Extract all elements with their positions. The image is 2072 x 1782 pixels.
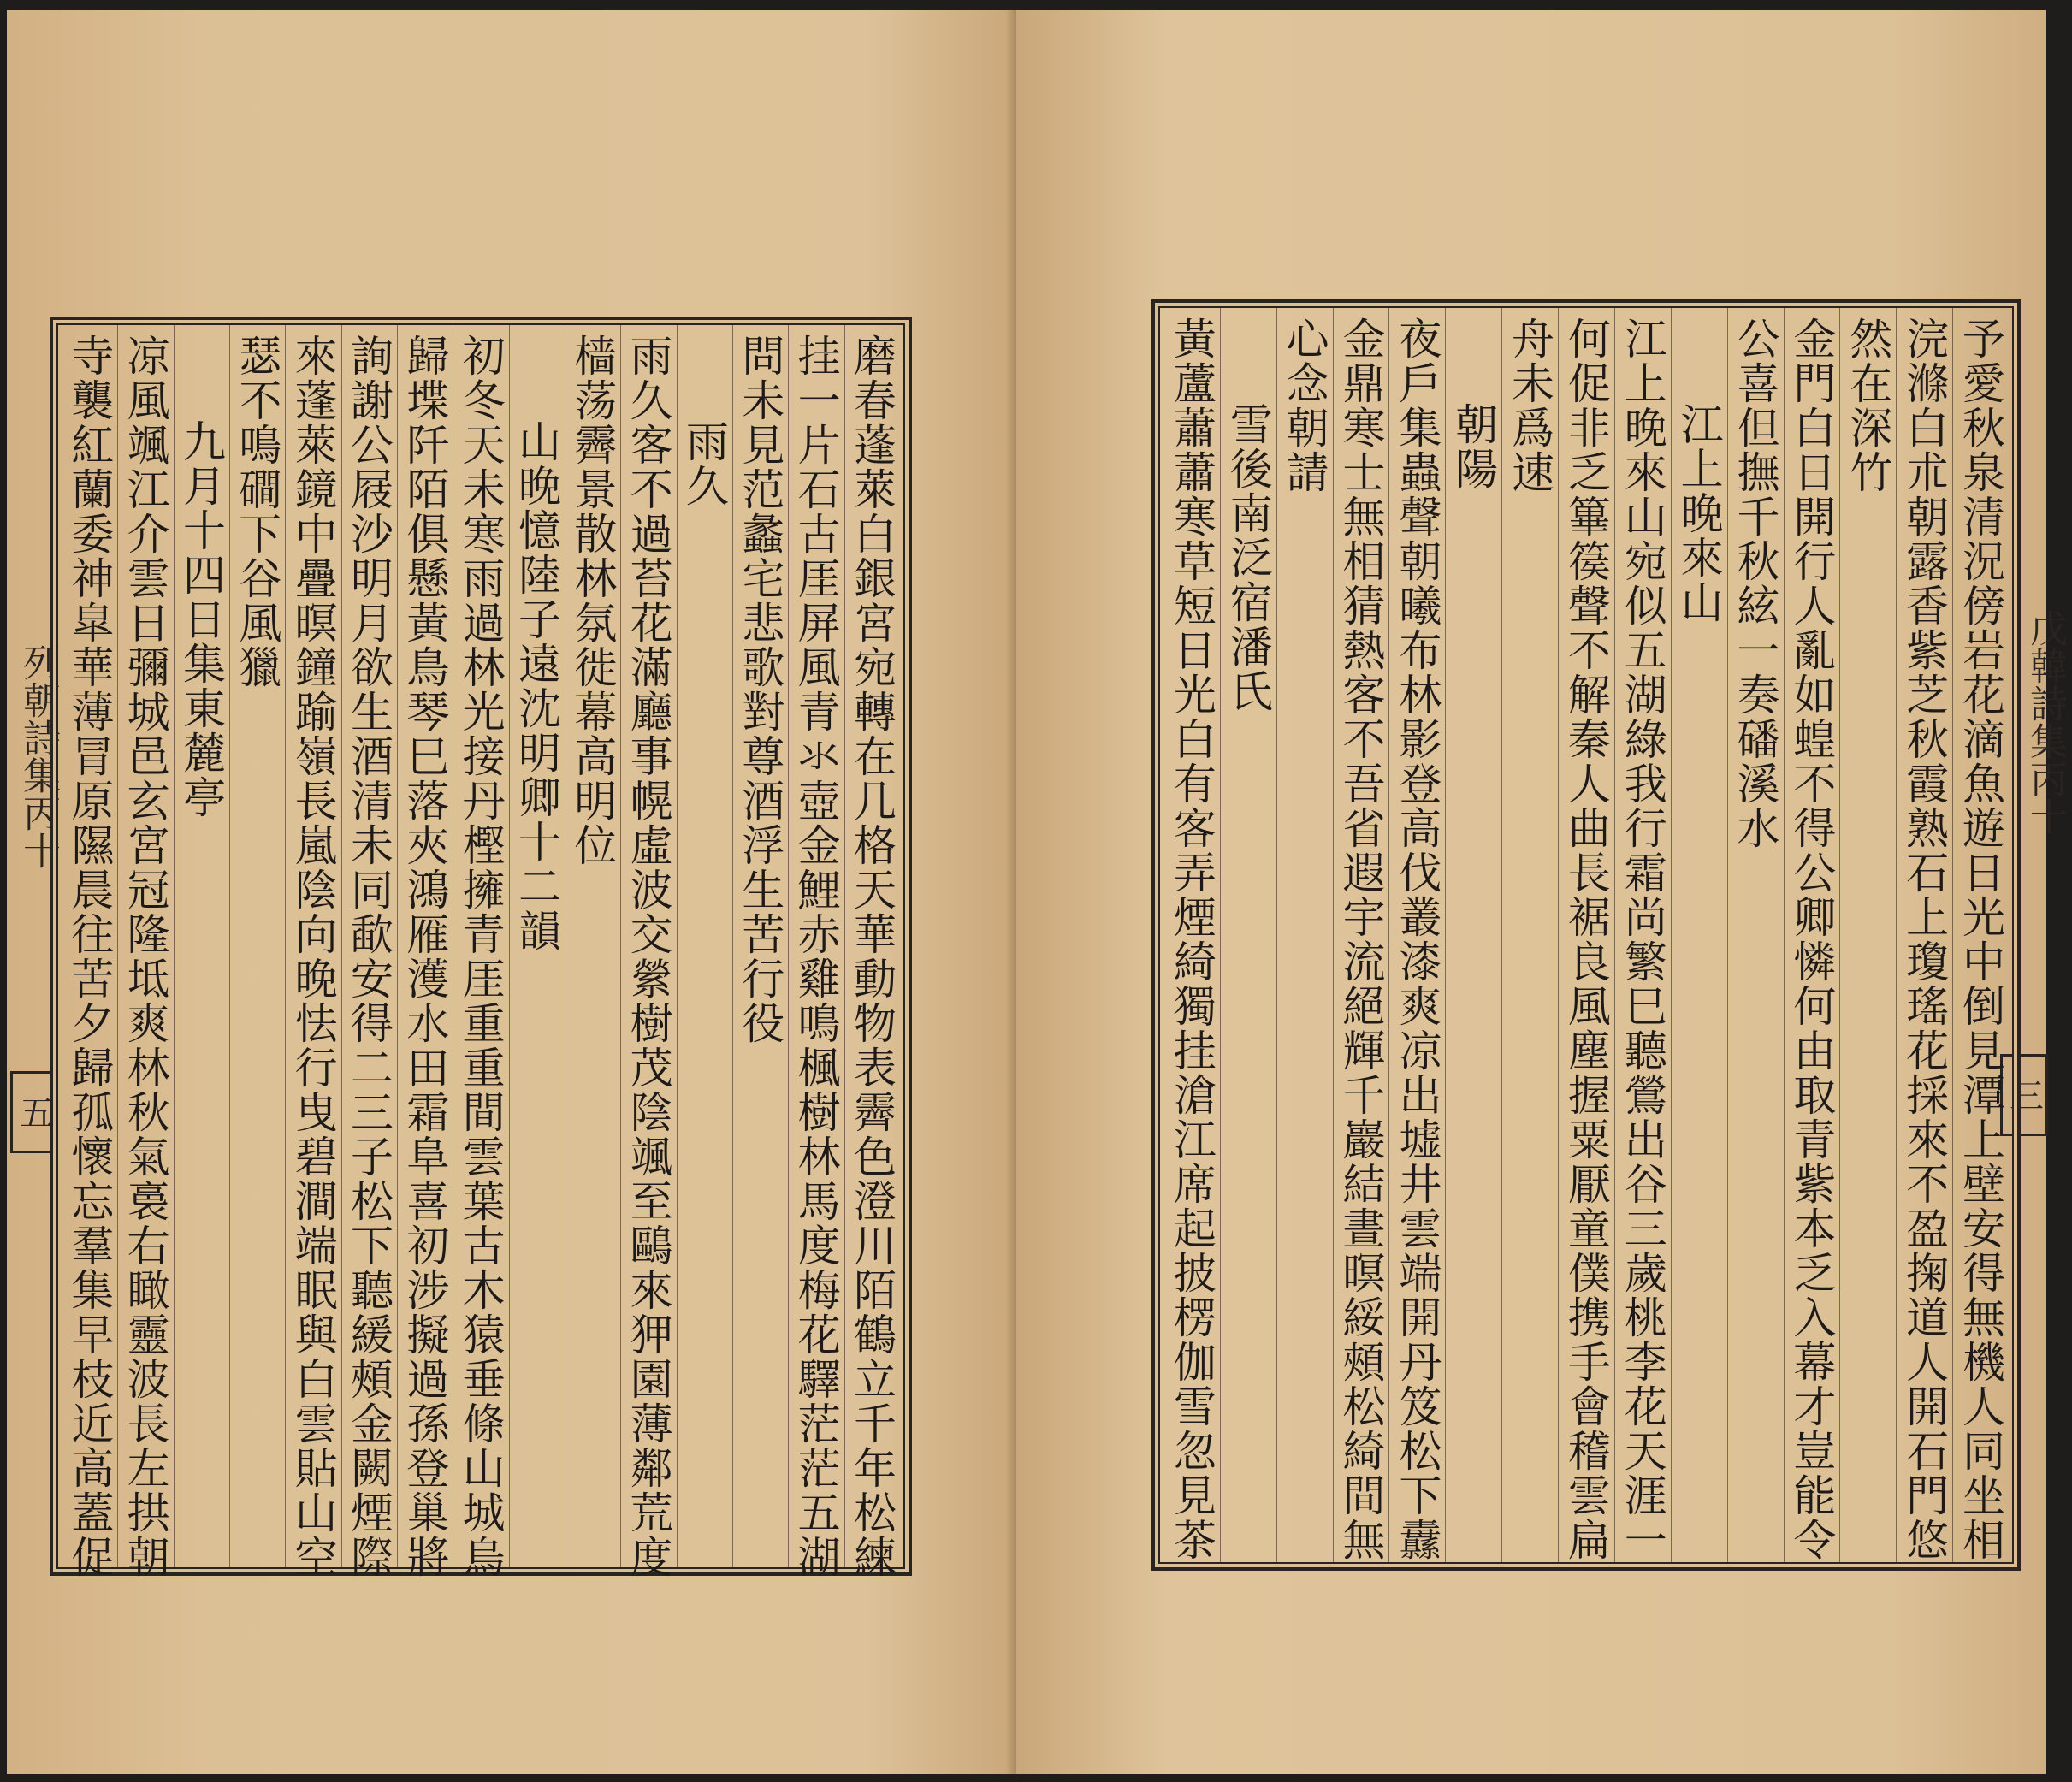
text-column: 雪後南泛宿潘氏 xyxy=(1222,402,1273,713)
text-column: 雨久 xyxy=(678,419,729,508)
column-rule xyxy=(1614,308,1615,1562)
text-column: 金門白日開行人亂如蝗不得公卿憐何由取青紫本乏入幕才豈能令 xyxy=(1786,317,1837,1562)
column-rule xyxy=(1445,308,1446,1562)
text-column: 九月十四日集東麓亭 xyxy=(175,419,226,820)
text-column: 詢謝公屐沙明月欲生酒清未同歃安得二三子松下聽緩頰金闕煙際 xyxy=(343,334,394,1579)
text-column: 初冬天未寒雨過林光接丹樫擁青厓重重間雲葉古木猿垂條山城烏 xyxy=(455,334,506,1579)
column-rule xyxy=(1839,308,1840,1562)
text-column: 江上晚來山 xyxy=(1673,402,1724,625)
right-margin-title: 戊韓詩集丙十 xyxy=(2023,609,2067,835)
text-column: 朝陽 xyxy=(1448,402,1499,491)
right-margin-page-number: 三 xyxy=(2000,1054,2048,1136)
text-column: 問未見范蠡宅悲歌對尊酒浮生苦行役 xyxy=(735,334,785,1045)
column-rule xyxy=(397,325,398,1567)
text-column: 挂一片石古厓屏風青氺壺金鯉赤雞鳴楓樹林馬度梅花驛茫茫五湖 xyxy=(790,334,841,1579)
text-column: 瑟不鳴磵下谷風獵 xyxy=(232,334,282,690)
column-rule xyxy=(1896,308,1897,1562)
text-column: 來蓬萊鏡中疊暝鐘踰嶺長嵐陰向晚怯行曳碧澗端眠與白雲貼山空 xyxy=(287,334,338,1579)
column-rule xyxy=(1784,308,1785,1562)
column-rule xyxy=(285,325,286,1567)
column-rule xyxy=(1388,308,1389,1562)
column-rule xyxy=(1558,308,1559,1562)
left-margin-title: 列朝詩集丙十 xyxy=(16,643,60,869)
text-column: 雨久客不過苔花滿廳事幌虛波交縈樹茂陰颯至鷗來狎園薄鄰荒度 xyxy=(623,334,673,1579)
column-rule xyxy=(788,325,789,1567)
column-rule xyxy=(1333,308,1334,1562)
column-rule xyxy=(509,325,510,1567)
column-rule xyxy=(174,325,175,1567)
text-column: 磨春蓬萊白銀宮宛轉在几格天華動物表霽色澄川陌鶴立千年松練 xyxy=(846,334,897,1579)
left-text-frame xyxy=(50,317,912,1579)
text-column: 山晚憶陸子遠沈明卿十二韻 xyxy=(511,419,561,953)
column-rule xyxy=(1727,308,1728,1562)
text-column: 何促非乏篳篌聲不解秦人曲長裾良風塵握粟厭童僕携手會稽雲扁 xyxy=(1560,317,1611,1562)
text-column: 寺襲紅蘭委神皐華薄冐原隰晨往苦夕歸孤懷忘羣集早枝近高蓋促 xyxy=(64,334,115,1579)
column-rule xyxy=(1501,308,1502,1562)
text-column: 予愛秋泉清況傍岩花滴魚遊日光中倒見潭上壁安得無機人同坐相 xyxy=(1955,317,2005,1562)
column-rule xyxy=(341,325,342,1567)
text-column: 樯荡霽景散林氛徙幕高明位 xyxy=(567,334,618,867)
column-rule xyxy=(1220,308,1221,1562)
column-rule xyxy=(620,325,621,1567)
column-rule xyxy=(1276,308,1277,1562)
text-column: 浣滌白朮朝露香紫芝秋霞熟石上瓊瑤花採來不盈掬道人開石門悠 xyxy=(1899,317,1950,1562)
column-rule xyxy=(229,325,230,1567)
text-column: 然在深竹 xyxy=(1843,317,1893,494)
text-column: 黃蘆蕭蕭寒草短日光白有客弄煙綺獨挂滄江席起披楞伽雪忽見茶 xyxy=(1166,317,1217,1562)
column-rule xyxy=(732,325,733,1567)
column-rule xyxy=(677,325,678,1567)
text-column: 歸堞阡陌俱懸黃鳥琴巳落夾鴻雁濩水田霜阜喜初涉擬過孫登巢將 xyxy=(400,334,450,1579)
right-text-frame xyxy=(1151,299,2021,1571)
column-rule xyxy=(844,325,845,1567)
column-rule xyxy=(1671,308,1672,1562)
text-column: 金鼎寒士無相猜熱客不吾省遐宇流絕輝千巖結晝暝綏頰松綺間無 xyxy=(1335,317,1386,1562)
text-column: 凉風颯江介雲日彌城邑玄宮冠隆坻爽林秋氣裛右瞰靈波長左拱朝 xyxy=(120,334,170,1579)
text-column: 心念朝請 xyxy=(1279,317,1329,494)
book-spread xyxy=(7,10,2067,1774)
column-rule xyxy=(117,325,118,1567)
text-column: 江上晚來山宛似五湖綠我行霜尚繁巳聽鶯出谷三歲桃李花天涯一 xyxy=(1617,317,1667,1562)
left-page xyxy=(7,10,1016,1774)
left-margin-page-number: 五 xyxy=(10,1071,58,1153)
text-column: 公喜但撫千秋絃一奏磻溪水 xyxy=(1730,317,1780,850)
column-rule xyxy=(1952,308,1953,1562)
text-column: 夜戶集蟲聲朝曦布林影登高伐叢漆爽凉出墟井雲端開丹笈松下纛 xyxy=(1392,317,1442,1562)
text-column: 舟未爲速 xyxy=(1505,317,1555,494)
